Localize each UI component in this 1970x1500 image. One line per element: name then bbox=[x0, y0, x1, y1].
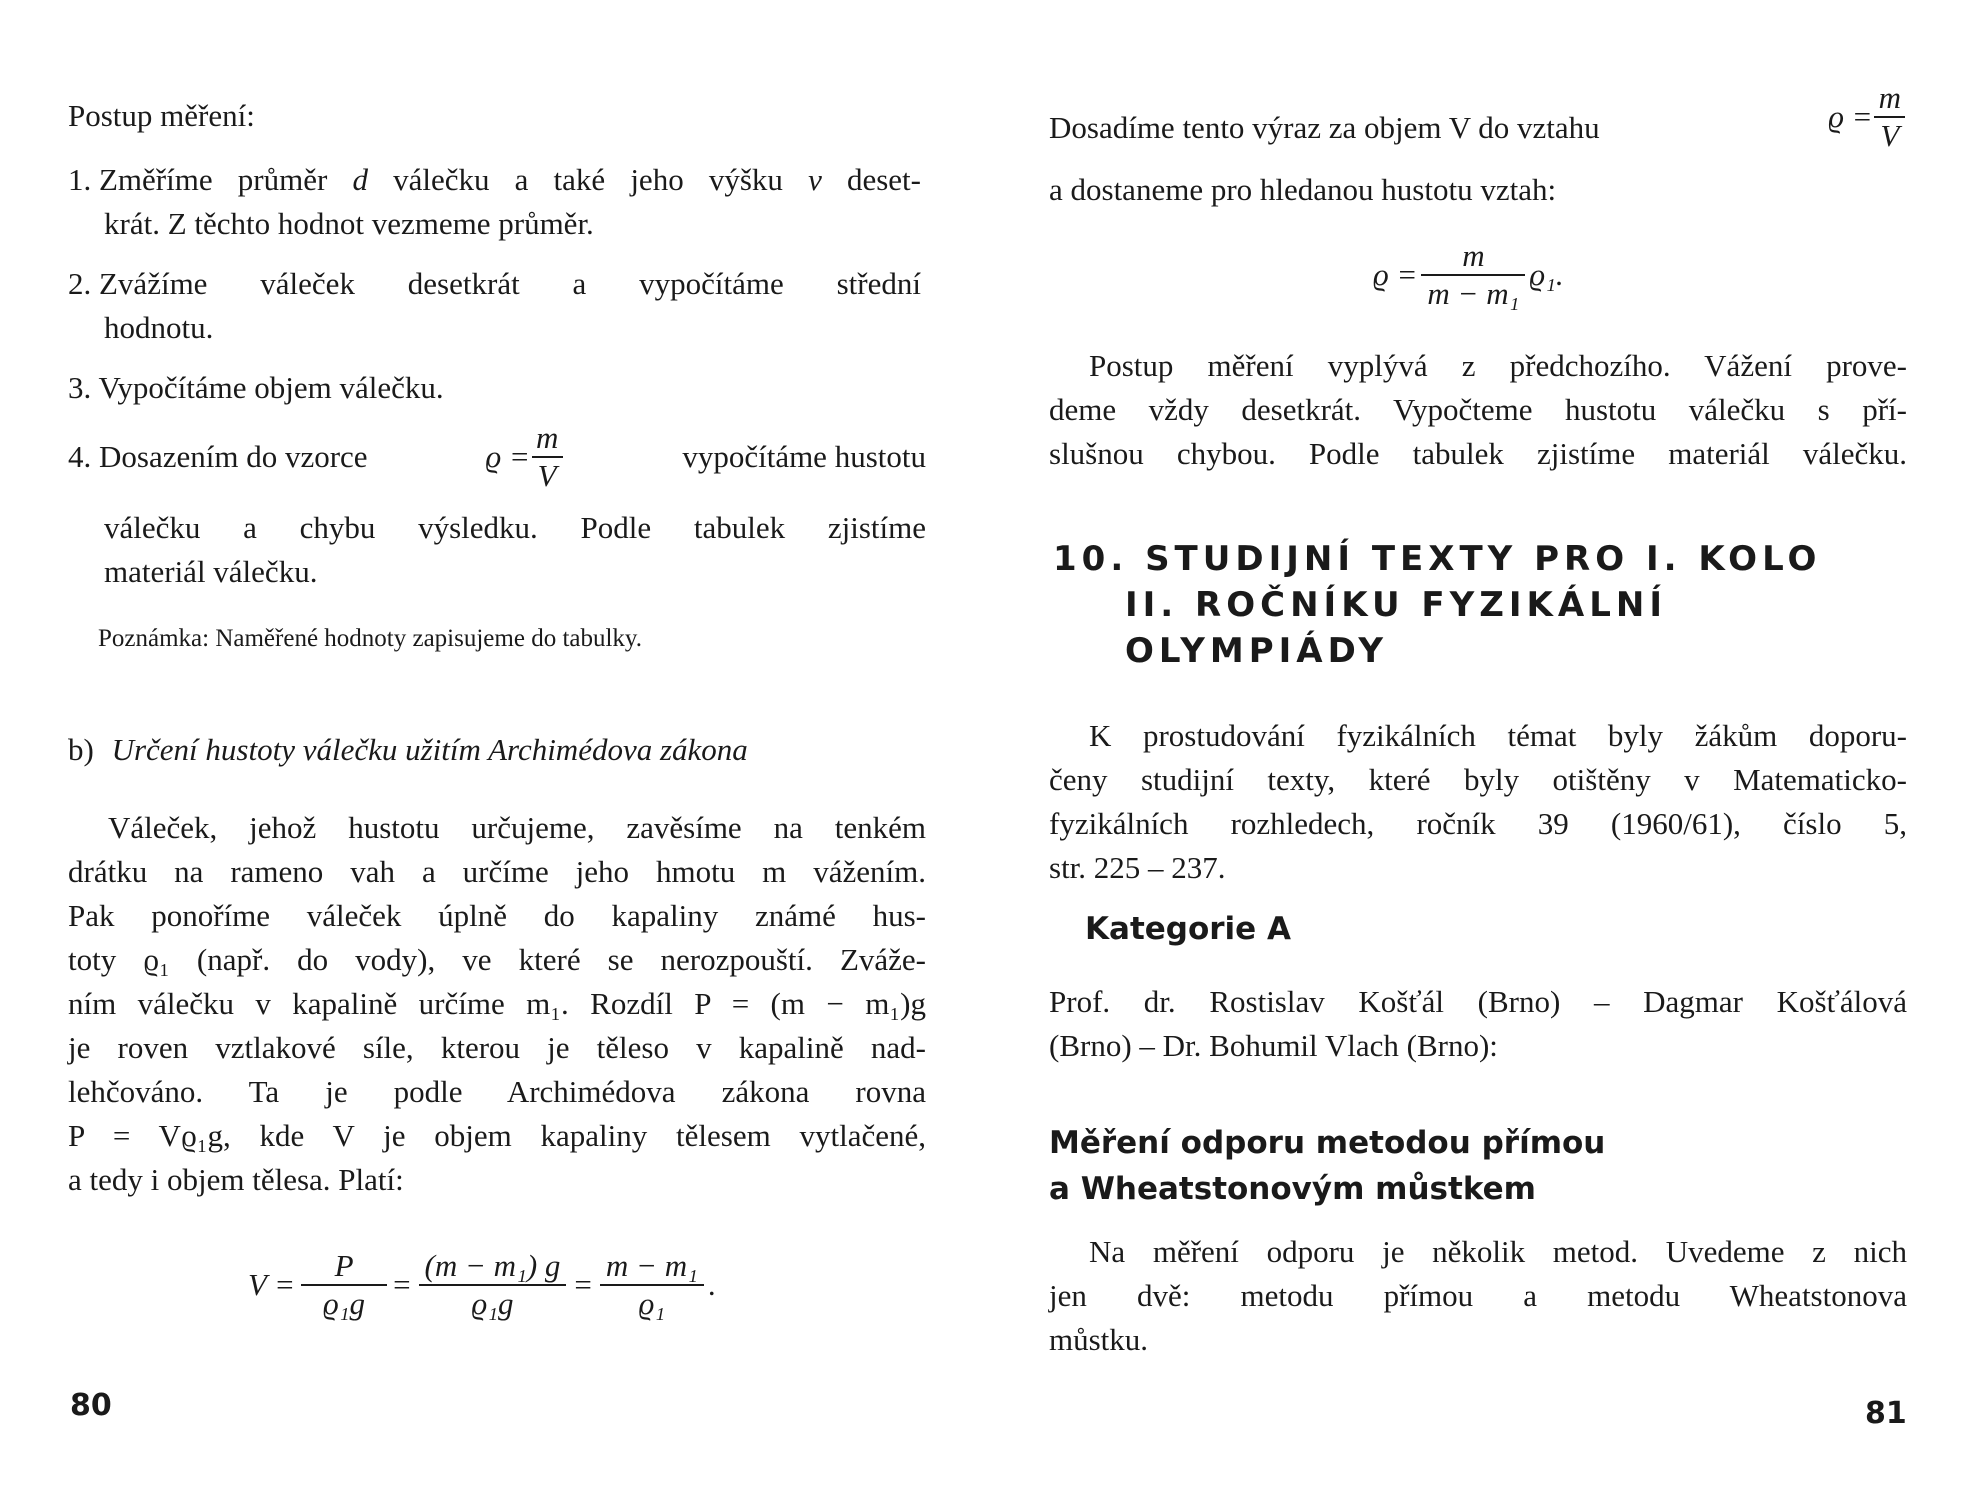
methods-paragraph bbox=[1049, 1230, 1907, 1362]
step-text: Změříme průměr bbox=[99, 162, 353, 197]
fraction bbox=[1873, 80, 1907, 154]
step-text: Zvážíme váleček desetkrát a vypočítáme střední bbox=[99, 266, 921, 301]
step-2-line2: hodnotu. bbox=[104, 310, 214, 345]
step-4-line3: materiál válečku. bbox=[104, 554, 318, 589]
paragraph-line: toty ϱ₁ (např. do vody), ve které se nerozpouští. Zváže- bbox=[68, 942, 926, 977]
step-text: vypočítáme hustotu bbox=[682, 439, 926, 474]
step-text: deset- bbox=[821, 162, 921, 197]
formula-lhs: V = bbox=[248, 1267, 296, 1302]
formula-end: . bbox=[707, 1267, 716, 1302]
archimedes-paragraph bbox=[68, 806, 926, 1202]
fraction bbox=[530, 420, 564, 494]
step-number: 2. bbox=[68, 266, 92, 301]
step-number: 3. bbox=[68, 370, 92, 405]
volume-formula bbox=[248, 1248, 716, 1322]
fraction bbox=[600, 1248, 704, 1322]
intro-line2: a dostaneme pro hledanou hustotu vztah: bbox=[1049, 172, 1557, 207]
formula-lhs: ϱ = bbox=[1828, 99, 1873, 134]
step-text: Dosazením do vzorce bbox=[99, 439, 368, 474]
paragraph-line: Váleček, jehož hustotu určujeme, zavěsíme na tenkém bbox=[108, 810, 926, 845]
step-var: d bbox=[352, 162, 368, 197]
step-text: Vypočítáme objem válečku. bbox=[98, 370, 444, 405]
authors-line: Prof. dr. Rostislav Košťál (Brno) – Dagmar Košťálová bbox=[1049, 984, 1907, 1019]
step-number: 4. bbox=[68, 439, 92, 474]
paragraph-line: fyzikálních rozhledech, ročník 39 (1960/61), číslo 5, bbox=[1049, 806, 1907, 841]
step-3 bbox=[68, 366, 444, 410]
rho-formula bbox=[486, 420, 565, 494]
note: Poznámka: Naměřené hodnoty zapisujeme do tabulky. bbox=[98, 625, 643, 652]
numerator: P bbox=[334, 1248, 354, 1283]
denominator: m − m₁ bbox=[1421, 274, 1525, 312]
equals-sign: = bbox=[574, 1267, 592, 1302]
fraction bbox=[301, 1248, 387, 1322]
step-4-line2: válečku a chybu výsledku. Podle tabulek zjistíme bbox=[104, 510, 926, 545]
intro-line1 bbox=[1049, 80, 1907, 154]
paragraph-line: deme vždy desetkrát. Vypočteme hustotu válečku s pří- bbox=[1049, 392, 1907, 427]
subsection-label: b) bbox=[68, 732, 94, 767]
step-2 bbox=[68, 262, 926, 306]
step-1-line2: krát. Z těchto hodnot vezmeme průměr. bbox=[104, 206, 594, 241]
formula-lhs: ϱ = bbox=[485, 439, 530, 474]
paragraph-line: Pak ponoříme váleček úplně do kapaliny známé hus- bbox=[68, 898, 926, 933]
topic-heading bbox=[1049, 1120, 1605, 1212]
denominator: V bbox=[532, 456, 563, 494]
step-4 bbox=[68, 420, 926, 494]
paragraph-line: je roven vztlakové síle, kterou je těleso v kapalině nad- bbox=[68, 1030, 926, 1065]
page-number: 80 bbox=[70, 1388, 112, 1423]
denominator: V bbox=[1874, 116, 1905, 154]
paragraph-line: slušnou chybou. Podle tabulek zjistíme materiál válečku. bbox=[1049, 436, 1907, 471]
denominator: ϱ₁g bbox=[301, 1284, 387, 1322]
paragraph-line: drátku na rameno vah a určíme jeho hmotu m vážením. bbox=[68, 854, 926, 889]
authors-line: (Brno) – Dr. Bohumil Vlach (Brno): bbox=[1049, 1028, 1498, 1063]
right-page bbox=[985, 0, 1970, 1500]
paragraph-line: ním válečku v kapalině určíme m₁. Rozdíl P = (m − m₁)g bbox=[68, 986, 926, 1021]
paragraph-line: P = Vϱ₁g, kde V je objem kapaliny tělesem vytlačené, bbox=[68, 1118, 926, 1153]
paragraph-line: jen dvě: metodu přímou a metodu Wheatstonova bbox=[1049, 1278, 1907, 1313]
page-number: 81 bbox=[1865, 1396, 1907, 1431]
paragraph-line: a tedy i objem tělesa. Platí: bbox=[68, 1162, 404, 1197]
step-var: v bbox=[808, 162, 822, 197]
section-title: Postup měření: bbox=[68, 98, 255, 133]
heading-line: Měření odporu metodou přímou bbox=[1049, 1125, 1606, 1161]
denominator: ϱ₁ bbox=[600, 1284, 704, 1322]
fraction bbox=[1421, 238, 1525, 312]
study-texts-paragraph bbox=[1049, 714, 1907, 890]
heading-line: a Wheatstonovým můstkem bbox=[1049, 1171, 1536, 1207]
numerator: (m − m₁) g bbox=[424, 1248, 561, 1283]
chapter-heading bbox=[1053, 536, 1821, 674]
denominator: ϱ₁g bbox=[419, 1284, 567, 1322]
density-formula bbox=[1373, 238, 1564, 312]
numerator: m bbox=[1878, 80, 1901, 115]
numerator: m − m₁ bbox=[605, 1248, 698, 1283]
paragraph-line: K prostudování fyzikálních témat byly žákům doporu- bbox=[1089, 718, 1907, 753]
heading-line: 10. STUDIJNÍ TEXTY PRO I. KOLO bbox=[1053, 539, 1822, 579]
formula-tail: ϱ₁. bbox=[1529, 257, 1564, 292]
subsection-heading bbox=[68, 728, 748, 772]
paragraph-line: můstku. bbox=[1049, 1322, 1149, 1357]
heading-line: II. ROČNÍKU FYZIKÁLNÍ bbox=[1125, 585, 1667, 625]
category-heading: Kategorie A bbox=[1085, 911, 1291, 947]
fraction bbox=[419, 1248, 567, 1322]
measurement-paragraph bbox=[1049, 344, 1907, 476]
step-number: 1. bbox=[68, 162, 92, 197]
intro-text: Dosadíme tento výraz za objem V do vztahu bbox=[1049, 110, 1600, 145]
paragraph-line: Na měření odporu je několik metod. Uvedeme z nich bbox=[1089, 1234, 1907, 1269]
authors bbox=[1049, 980, 1907, 1068]
rho-formula bbox=[1828, 80, 1907, 154]
paragraph-line: Postup měření vyplývá z předchozího. Vážení prove- bbox=[1089, 348, 1907, 383]
subsection-title: Určení hustoty válečku užitím Archimédova zákona bbox=[111, 732, 748, 767]
step-text: válečku a také jeho výšku bbox=[367, 162, 809, 197]
equals-sign: = bbox=[393, 1267, 411, 1302]
formula-lhs: ϱ = bbox=[1373, 257, 1418, 292]
numerator: m bbox=[1462, 238, 1485, 273]
paragraph-line: čeny studijní texty, které byly otištěny v Matematicko- bbox=[1049, 762, 1907, 797]
heading-line: OLYMPIÁDY bbox=[1125, 631, 1388, 671]
paragraph-line: lehčováno. Ta je podle Archimédova zákona rovna bbox=[68, 1074, 926, 1109]
paragraph-line: str. 225 – 237. bbox=[1049, 850, 1226, 885]
numerator: m bbox=[535, 420, 559, 455]
step-1 bbox=[68, 158, 926, 202]
